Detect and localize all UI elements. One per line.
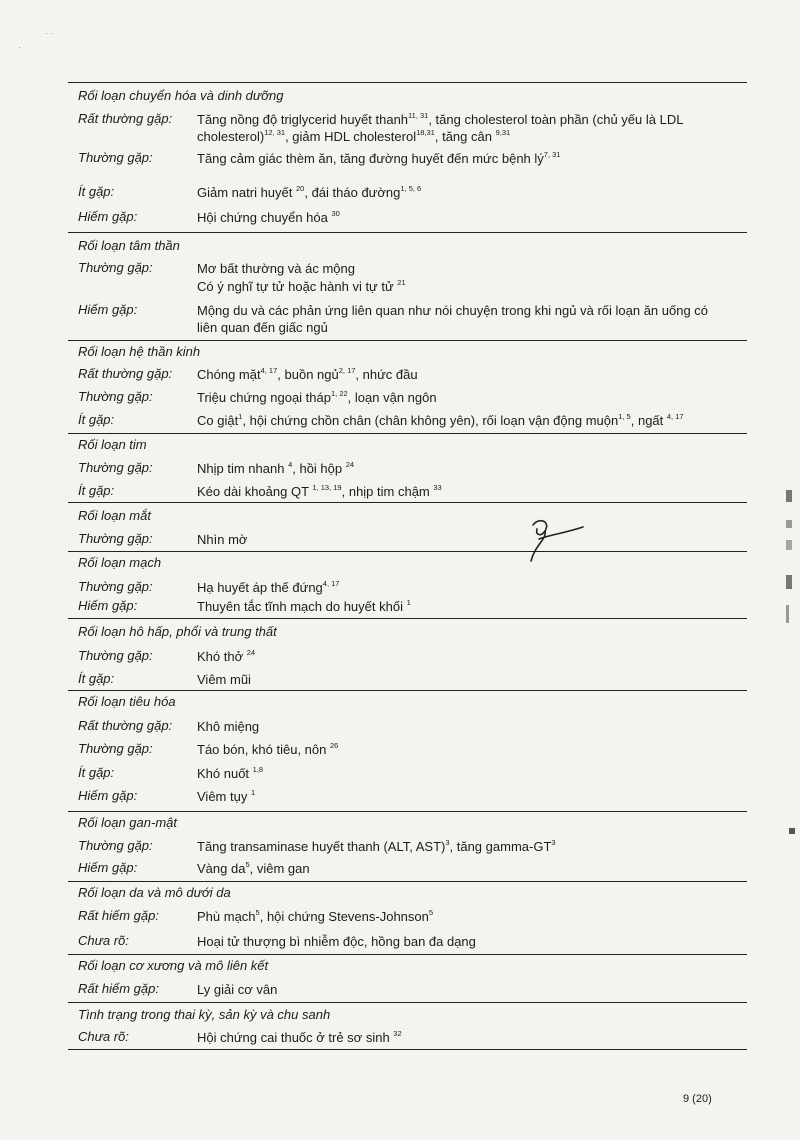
adverse-effect-text xyxy=(197,908,433,925)
frequency-label: Rất thường gặp: xyxy=(78,366,173,381)
adverse-effect-text xyxy=(197,209,340,226)
reference-superscript: 1, 5 xyxy=(618,411,631,421)
frequency-label: Hiếm gặp: xyxy=(78,860,138,875)
frequency-label: Hiếm gặp: xyxy=(78,302,138,317)
reference-superscript: 21 xyxy=(397,277,406,287)
scan-speck: · xyxy=(18,42,21,52)
reference-superscript: 24 xyxy=(246,647,256,657)
section-category: Rối loạn gan-mật xyxy=(78,815,177,830)
section-category: Rối loạn chuyển hóa và dinh dưỡng xyxy=(78,88,284,103)
text-segment: Tăng nồng độ triglycerid huyết thanh xyxy=(197,112,409,127)
reference-superscript: 3 xyxy=(445,837,450,847)
reference-superscript: 30 xyxy=(331,208,340,218)
section-divider xyxy=(68,1049,747,1050)
section-divider xyxy=(68,881,747,882)
section-category: Tình trạng trong thai kỳ, sản kỳ và chu sanh xyxy=(78,1007,331,1022)
scan-margin-mark xyxy=(786,490,792,502)
text-segment: , hội chứng Stevens-Johnson xyxy=(259,909,429,924)
frequency-label: Ít gặp: xyxy=(78,671,115,686)
frequency-label: Chưa rõ: xyxy=(78,1029,129,1044)
adverse-effect-text xyxy=(197,366,418,383)
reference-superscript: 20 xyxy=(296,183,305,193)
scan-margin-mark xyxy=(786,575,792,589)
adverse-effect-text xyxy=(197,389,437,406)
adverse-effect-text xyxy=(197,933,476,950)
adverse-effect-text-cont xyxy=(197,319,328,336)
text-segment: liên quan đến giấc ngủ xyxy=(197,320,328,335)
text-segment: , tăng gamma-GT xyxy=(449,839,552,854)
scan-margin-mark xyxy=(786,540,792,550)
reference-superscript: 1 xyxy=(238,411,243,421)
text-segment: Tăng cảm giác thèm ăn, tăng đường huyết đến mức bệnh lý xyxy=(197,151,544,166)
reference-superscript: 3 xyxy=(551,837,556,847)
reference-superscript: 1, 13, 19 xyxy=(312,482,342,492)
reference-superscript: 5 xyxy=(245,859,250,869)
reference-superscript: 1 xyxy=(406,597,411,607)
adverse-effect-text xyxy=(197,1029,402,1046)
section-divider xyxy=(68,551,747,552)
adverse-effect-text xyxy=(197,260,355,277)
reference-superscript: 12, 31 xyxy=(264,127,286,137)
text-segment: Mơ bất thường và ác mộng xyxy=(197,261,355,276)
text-segment: , giảm HDL cholesterol xyxy=(285,129,417,144)
section-divider xyxy=(68,340,747,341)
adverse-effect-text xyxy=(197,111,683,128)
section-category: Rối loạn tim xyxy=(78,437,147,452)
text-segment: cholesterol) xyxy=(197,129,265,144)
text-segment: Khó nuốt xyxy=(197,766,253,781)
text-segment: Hội chứng chuyển hóa xyxy=(197,210,332,225)
section-category: Rối loạn hệ thần kinh xyxy=(78,344,201,359)
text-segment: , hội chứng chồn chân (chân không yên), rối loạn vận động muộn xyxy=(242,413,619,428)
adverse-effect-text xyxy=(197,483,442,500)
scan-margin-mark xyxy=(786,605,789,623)
reference-superscript: 4 xyxy=(288,459,293,469)
reference-superscript: 18,31 xyxy=(416,127,435,137)
reference-superscript: 4, 17 xyxy=(260,365,278,375)
frequency-label: Thường gặp: xyxy=(78,150,153,165)
section-divider xyxy=(68,1002,747,1003)
frequency-label: Rất hiếm gặp: xyxy=(78,981,159,996)
text-segment: Khó thở xyxy=(197,649,247,664)
frequency-label: Thường gặp: xyxy=(78,741,153,756)
frequency-label: Hiếm gặp: xyxy=(78,788,138,803)
section-category: Rối loạn mắt xyxy=(78,508,151,523)
frequency-label: Thường gặp: xyxy=(78,260,153,275)
reference-superscript: 1,8 xyxy=(252,764,264,774)
text-segment: , nhịp tim chậm xyxy=(341,484,434,499)
frequency-label: Hiếm gặp: xyxy=(78,209,138,224)
text-segment: , viêm gan xyxy=(249,861,310,876)
section-divider xyxy=(68,82,747,83)
reference-superscript: 4, 17 xyxy=(666,411,684,421)
reference-superscript: 1, 5, 6 xyxy=(400,183,422,193)
frequency-label: Rất thường gặp: xyxy=(78,111,173,126)
adverse-effect-text xyxy=(197,981,277,998)
reference-superscript: 7, 31 xyxy=(543,149,561,159)
adverse-effect-text xyxy=(197,302,708,319)
text-segment: Co giật xyxy=(197,413,239,428)
reference-superscript: 26 xyxy=(329,740,339,750)
adverse-effect-text xyxy=(197,648,255,665)
text-segment: , ngất xyxy=(630,413,667,428)
section-category: Rối loạn mạch xyxy=(78,555,162,570)
reference-superscript: 1, 22 xyxy=(330,388,348,398)
adverse-effect-text xyxy=(197,860,310,877)
section-category: Rối loạn da và mô dưới da xyxy=(78,885,231,900)
text-segment: Hội chứng cai thuốc ở trẻ sơ sinh xyxy=(197,1030,394,1045)
frequency-label: Thường gặp: xyxy=(78,460,153,475)
text-segment: Giảm natri huyết xyxy=(197,185,296,200)
frequency-label: Ít gặp: xyxy=(78,765,115,780)
reference-superscript: 9,31 xyxy=(495,127,511,137)
text-segment: Triệu chứng ngoại tháp xyxy=(197,390,331,405)
section-divider xyxy=(68,618,747,619)
adverse-effect-text xyxy=(197,788,255,805)
text-segment: Nhịp tim nhanh xyxy=(197,461,289,476)
adverse-effect-text-cont xyxy=(197,278,406,295)
adverse-effect-text xyxy=(197,838,556,855)
adverse-effect-text xyxy=(197,671,251,688)
reference-superscript: 32 xyxy=(393,1028,402,1038)
reference-superscript: 5 xyxy=(428,907,434,917)
text-segment: Phù mạch xyxy=(197,909,256,924)
section-category: Rối loạn cơ xương và mô liên kết xyxy=(78,958,269,973)
frequency-label: Ít gặp: xyxy=(78,184,115,199)
text-segment: , tăng cân xyxy=(434,129,496,144)
adverse-effect-text xyxy=(197,741,338,758)
text-segment: Vàng da xyxy=(197,861,246,876)
adverse-effect-text xyxy=(197,598,411,615)
adverse-effect-text xyxy=(197,184,421,201)
frequency-label: Thường gặp: xyxy=(78,648,153,663)
text-segment: , nhức đầu xyxy=(355,367,418,382)
adverse-effect-text xyxy=(197,150,560,167)
section-divider xyxy=(68,502,747,503)
frequency-label: Ít gặp: xyxy=(78,483,115,498)
frequency-label: Hiếm gặp: xyxy=(78,598,138,613)
frequency-label: Rất thường gặp: xyxy=(78,718,173,733)
text-segment: , buồn ngủ xyxy=(277,367,339,382)
text-segment: Hoại tử thượng bì nhiễm độc, hồng ban đa dạng xyxy=(197,934,476,949)
adverse-effect-text xyxy=(197,765,263,782)
adverse-effect-text xyxy=(197,531,247,548)
reference-superscript: 1 xyxy=(250,787,256,797)
section-divider xyxy=(68,232,747,233)
section-category: Rối loạn tiêu hóa xyxy=(78,694,176,709)
reference-superscript: 5 xyxy=(255,907,260,917)
adverse-effect-text xyxy=(197,460,354,477)
frequency-label: Thường gặp: xyxy=(78,531,153,546)
text-segment: , đái tháo đường xyxy=(304,185,401,200)
text-segment: Kéo dài khoảng QT xyxy=(197,484,313,499)
text-segment: Táo bón, khó tiêu, nôn xyxy=(197,742,330,757)
section-divider xyxy=(68,690,747,691)
text-segment: Khô miệng xyxy=(197,719,260,734)
text-segment: Có ý nghĩ tự tử hoặc hành vi tự tử xyxy=(197,279,398,294)
reference-superscript: 4, 17 xyxy=(322,578,340,588)
frequency-label: Rất hiếm gặp: xyxy=(78,908,159,923)
reference-superscript: 24 xyxy=(345,459,355,469)
reference-superscript: 2, 17 xyxy=(338,365,356,375)
section-category: Rối loạn hô hấp, phổi và trung thất xyxy=(78,624,277,639)
handwritten-signature xyxy=(525,515,587,570)
text-segment: Thuyên tắc tĩnh mạch do huyết khối xyxy=(197,599,407,614)
scan-speck: · · xyxy=(45,28,54,38)
text-segment: Ly giải cơ vân xyxy=(197,982,278,997)
section-category: Rối loạn tâm thần xyxy=(78,238,180,253)
section-divider xyxy=(68,811,747,812)
scan-margin-mark xyxy=(789,828,795,834)
adverse-effect-text xyxy=(197,718,259,735)
text-segment: , tăng cholesterol toàn phần (chủ yếu là LDL xyxy=(428,112,684,127)
adverse-effect-text-cont xyxy=(197,128,510,145)
text-segment: Tăng transaminase huyết thanh (ALT, AST) xyxy=(197,839,446,854)
page-number: 9 (20) xyxy=(683,1093,712,1105)
text-segment: Nhìn mờ xyxy=(197,532,248,547)
frequency-label: Thường gặp: xyxy=(78,389,153,404)
text-segment: Mộng du và các phản ứng liên quan như nói chuyện trong khi ngủ và rối loạn ăn uống có xyxy=(197,303,709,318)
text-segment: Hạ huyết áp thế đứng xyxy=(197,580,323,595)
reference-superscript: 11, 31 xyxy=(408,110,429,120)
text-segment: Chóng mặt xyxy=(197,367,261,382)
text-segment: , loạn vận ngôn xyxy=(347,390,437,405)
section-divider xyxy=(68,433,747,434)
reference-superscript: 33 xyxy=(433,482,442,492)
adverse-effect-text xyxy=(197,412,684,429)
scan-margin-mark xyxy=(786,520,792,528)
frequency-label: Chưa rõ: xyxy=(78,933,129,948)
text-segment: Viêm mũi xyxy=(197,672,251,687)
section-divider xyxy=(68,954,747,955)
text-segment: , hồi hộp xyxy=(292,461,346,476)
frequency-label: Ít gặp: xyxy=(78,412,115,427)
frequency-label: Thường gặp: xyxy=(78,838,153,853)
frequency-label: Thường gặp: xyxy=(78,579,153,594)
text-segment: Viêm tụy xyxy=(197,789,251,804)
adverse-effect-text xyxy=(197,579,339,596)
